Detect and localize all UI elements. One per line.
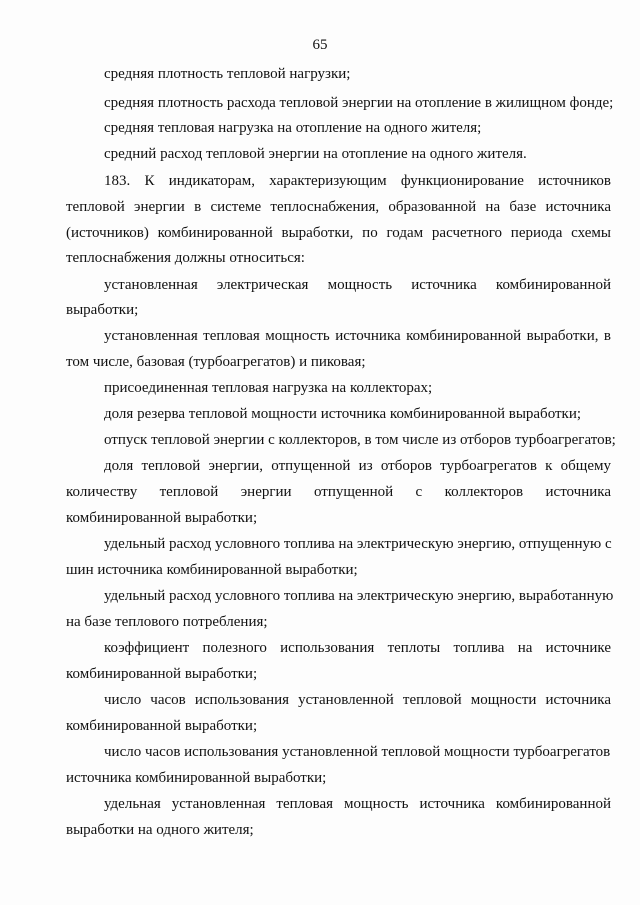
text-line: выработки на одного жителя;	[66, 822, 254, 838]
text-line: комбинированной выработки;	[66, 666, 258, 682]
text-line: коэффициент полезного использования теплоты топлива на источнике	[104, 640, 611, 656]
text-line: удельный расход условного топлива на электрическую энергию, выработанную	[104, 588, 614, 604]
text-line: (источников) комбинированной выработки, по годам расчетного периода схемы	[66, 225, 611, 241]
text-line: удельная установленная тепловая мощность источника комбинированной	[104, 796, 611, 812]
text-line: средняя плотность тепловой нагрузки;	[104, 66, 351, 82]
text-line: доля резерва тепловой мощности источника комбинированной выработки;	[104, 406, 582, 422]
text-line: установленная тепловая мощность источника комбинированной выработки, в	[104, 328, 611, 344]
text-line: на базе теплового потребления;	[66, 614, 268, 630]
text-line: шин источника комбинированной выработки;	[66, 562, 358, 578]
text-line: установленная электрическая мощность источника комбинированной	[104, 277, 611, 293]
text-line: выработки;	[66, 302, 139, 318]
text-line: том числе, базовая (турбоагрегатов) и пиковая;	[66, 354, 366, 370]
text-line: теплоснабжения должны относиться:	[66, 250, 305, 266]
text-line: присоединенная тепловая нагрузка на коллекторах;	[104, 380, 433, 396]
text-line: комбинированной выработки;	[66, 510, 258, 526]
text-line: средняя плотность расхода тепловой энергии на отопление в жилищном фонде;	[104, 95, 614, 111]
text-line: источника комбинированной выработки;	[66, 770, 327, 786]
text-line: средний расход тепловой энергии на отопление на одного жителя.	[104, 146, 527, 162]
text-line: количеству тепловой энергии отпущенной с коллекторов источника	[66, 484, 611, 500]
text-line: число часов использования установленной тепловой мощности турбоагрегатов	[104, 744, 611, 760]
text-line: средняя тепловая нагрузка на отопление на одного жителя;	[104, 120, 482, 136]
text-line: удельный расход условного топлива на электрическую энергию, отпущенную с	[104, 536, 612, 552]
text-line: тепловой энергии в системе теплоснабжения, образованной на базе источника	[66, 199, 611, 215]
text-line: число часов использования установленной тепловой мощности источника	[104, 692, 611, 708]
page-number: 65	[312, 37, 328, 53]
text-line: комбинированной выработки;	[66, 718, 258, 734]
text-line: 183. К индикаторам, характеризующим функционирование источников	[104, 173, 611, 189]
text-line: отпуск тепловой энергии с коллекторов, в том числе из отборов турбоагрегатов;	[104, 432, 616, 448]
text-line: доля тепловой энергии, отпущенной из отборов турбоагрегатов к общему	[104, 458, 611, 474]
